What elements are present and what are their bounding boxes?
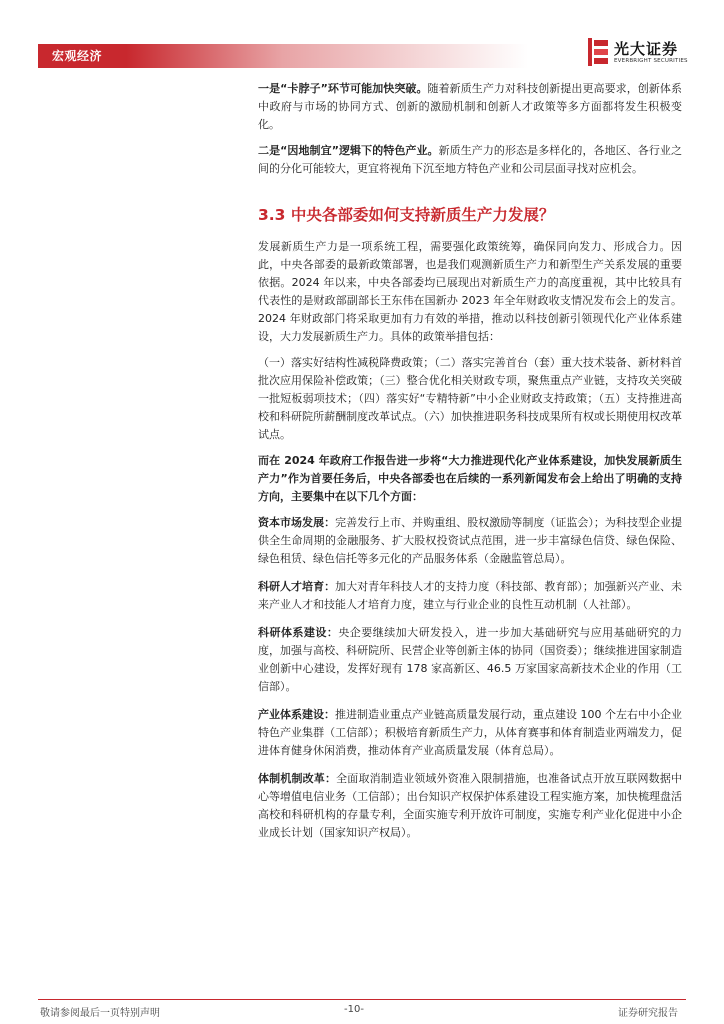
section-heading-3-3: 3.3 中央各部委如何支持新质生产力发展？: [258, 206, 555, 224]
industry-system-body: 推进制造业重点产业链高质量发展行动，重点建设 100 个左右中小企业特色产业集群（工信部）；积极培育新质生产力，从体育赛事和体育制造业两端发力，促进体育健身休闲消费，推动体育产业高质量发展（体育总局）。: [258, 708, 682, 757]
industry-system-label: 产业体系建设：: [258, 708, 335, 721]
paragraph-2: [258, 142, 682, 178]
paragraph-industry-system: [258, 706, 682, 760]
main-content: [258, 80, 682, 842]
header-band: [38, 44, 528, 68]
institutional-reform-body: 全面取消制造业领域外资准入限制措施，也准备试点开放互联网数据中心等增值电信业务（工信部）；出台知识产权保护体系建设工程实施方案，加快梳理盘活高校和科研机构的存量专利，全面实施专利开放许可制度，实施专利产业化促进中小企业成长计划（国家知识产权局）。: [258, 772, 683, 839]
paragraph-capital-market: [258, 514, 682, 568]
everbright-logo-icon: [588, 38, 610, 66]
institutional-reform-label: 体制机制改革：: [258, 772, 337, 785]
paragraph-1: [258, 80, 682, 134]
brand-logo: [588, 38, 698, 68]
footer-divider: [38, 999, 686, 1000]
capital-market-label: 资本市场发展：: [258, 516, 336, 529]
paragraph-talent: [258, 578, 682, 614]
header-section-title: 宏观经济: [52, 49, 103, 63]
paragraph-5-bold: 而在 2024 年政府工作报告进一步将“大力推进现代化产业体系建设，加快发展新质生产力”作为首要任务后，中央各部委也在后续的一系列新闻发布会上给出了明确的支持方向，主要集中在以下几个方面：: [258, 454, 682, 503]
paragraph-1-lead: 一是“卡脖子”环节可能加快突破。: [258, 82, 428, 95]
talent-label: 科研人才培育：: [258, 580, 336, 593]
research-system-body: 央企要继续加大研发投入，进一步加大基础研究与应用基础研究的力度，加强与高校、科研院所、民营企业等创新主体的协同（国资委）；继续推进国家制造业创新中心建设，发挥好现有 178 家高新区、46.5 万家国家高新技术企业的作用（工信部）。: [258, 626, 683, 693]
paragraph-2-lead: 二是“因地制宜”逻辑下的特色产业。: [258, 144, 439, 157]
paragraph-1-body: 随着新质生产力对科技创新提出更高要求，创新体系中政府与市场的协同方式、创新的激励机制和创新人才政策等多方面都将发生积极变化。: [258, 82, 682, 131]
page-number: -10-: [344, 1004, 364, 1015]
paragraph-3: 发展新质生产力是一项系统工程，需要强化政策统筹，确保同向发力、形成合力。因此，中央各部委的最新政策部署，也是我们观测新质生产力和新型生产关系发展的重要依据。2024 年以来，中央各部委均已展现出对新质生产力的高度重视，其中比较具有代表性的是财政部副部长王东伟在国新办 2023 年全年财政收支情况发布会上的发言。2024 年财政部门将采取更加有力有效的举措，推动以科技创新引领现代化产业体系建设，大力发展新质生产力。具体的政策举措包括：: [258, 240, 682, 343]
logo-name-cn: 光大证券: [614, 40, 679, 58]
paragraph-2-body: 新质生产力的形态是多样化的，各地区、各行业之间的分化可能较大，更宜将视角下沉至地方特色产业和公司层面寻找对应机会。: [258, 144, 682, 175]
research-system-label: 科研体系建设：: [258, 626, 339, 639]
footer-disclaimer: 敬请参阅最后一页特别声明: [40, 1008, 160, 1019]
footer-report-type: 证券研究报告: [618, 1008, 678, 1019]
paragraph-institutional-reform: [258, 770, 682, 842]
talent-body: 加大对青年科技人才的支持力度（科技部、教育部）；加强新兴产业、未来产业人才和技能人才培育力度，建立与行业企业的良性互动机制（人社部）。: [258, 580, 682, 611]
paragraph-4-policy-list: （一）落实好结构性减税降费政策；（二）落实完善首台（套）重大技术装备、新材料首批次应用保险补偿政策；（三）整合优化相关财政专项，聚焦重点产业链，支持攻关突破一批短板弱项技术；（四）落实好“专精特新”中小企业财政支持政策；（五）支持推进高校和科研院所薪酬制度改革试点。（六）加快推进职务科技成果所有权或长期使用权改革试点。: [258, 356, 682, 441]
paragraph-research-system: [258, 624, 682, 696]
paragraph-5: [258, 452, 682, 506]
logo-name-en: EVERBRIGHT SECURITIES: [614, 58, 688, 64]
capital-market-body: 完善发行上市、并购重组、股权激励等制度（证监会）；为科技型企业提供全生命周期的金融服务、扩大股权投资试点范围，进一步丰富绿色信贷、绿色保险、绿色租赁、绿色信托等多元化的产品服务体系（金融监管总局）。: [258, 516, 682, 565]
